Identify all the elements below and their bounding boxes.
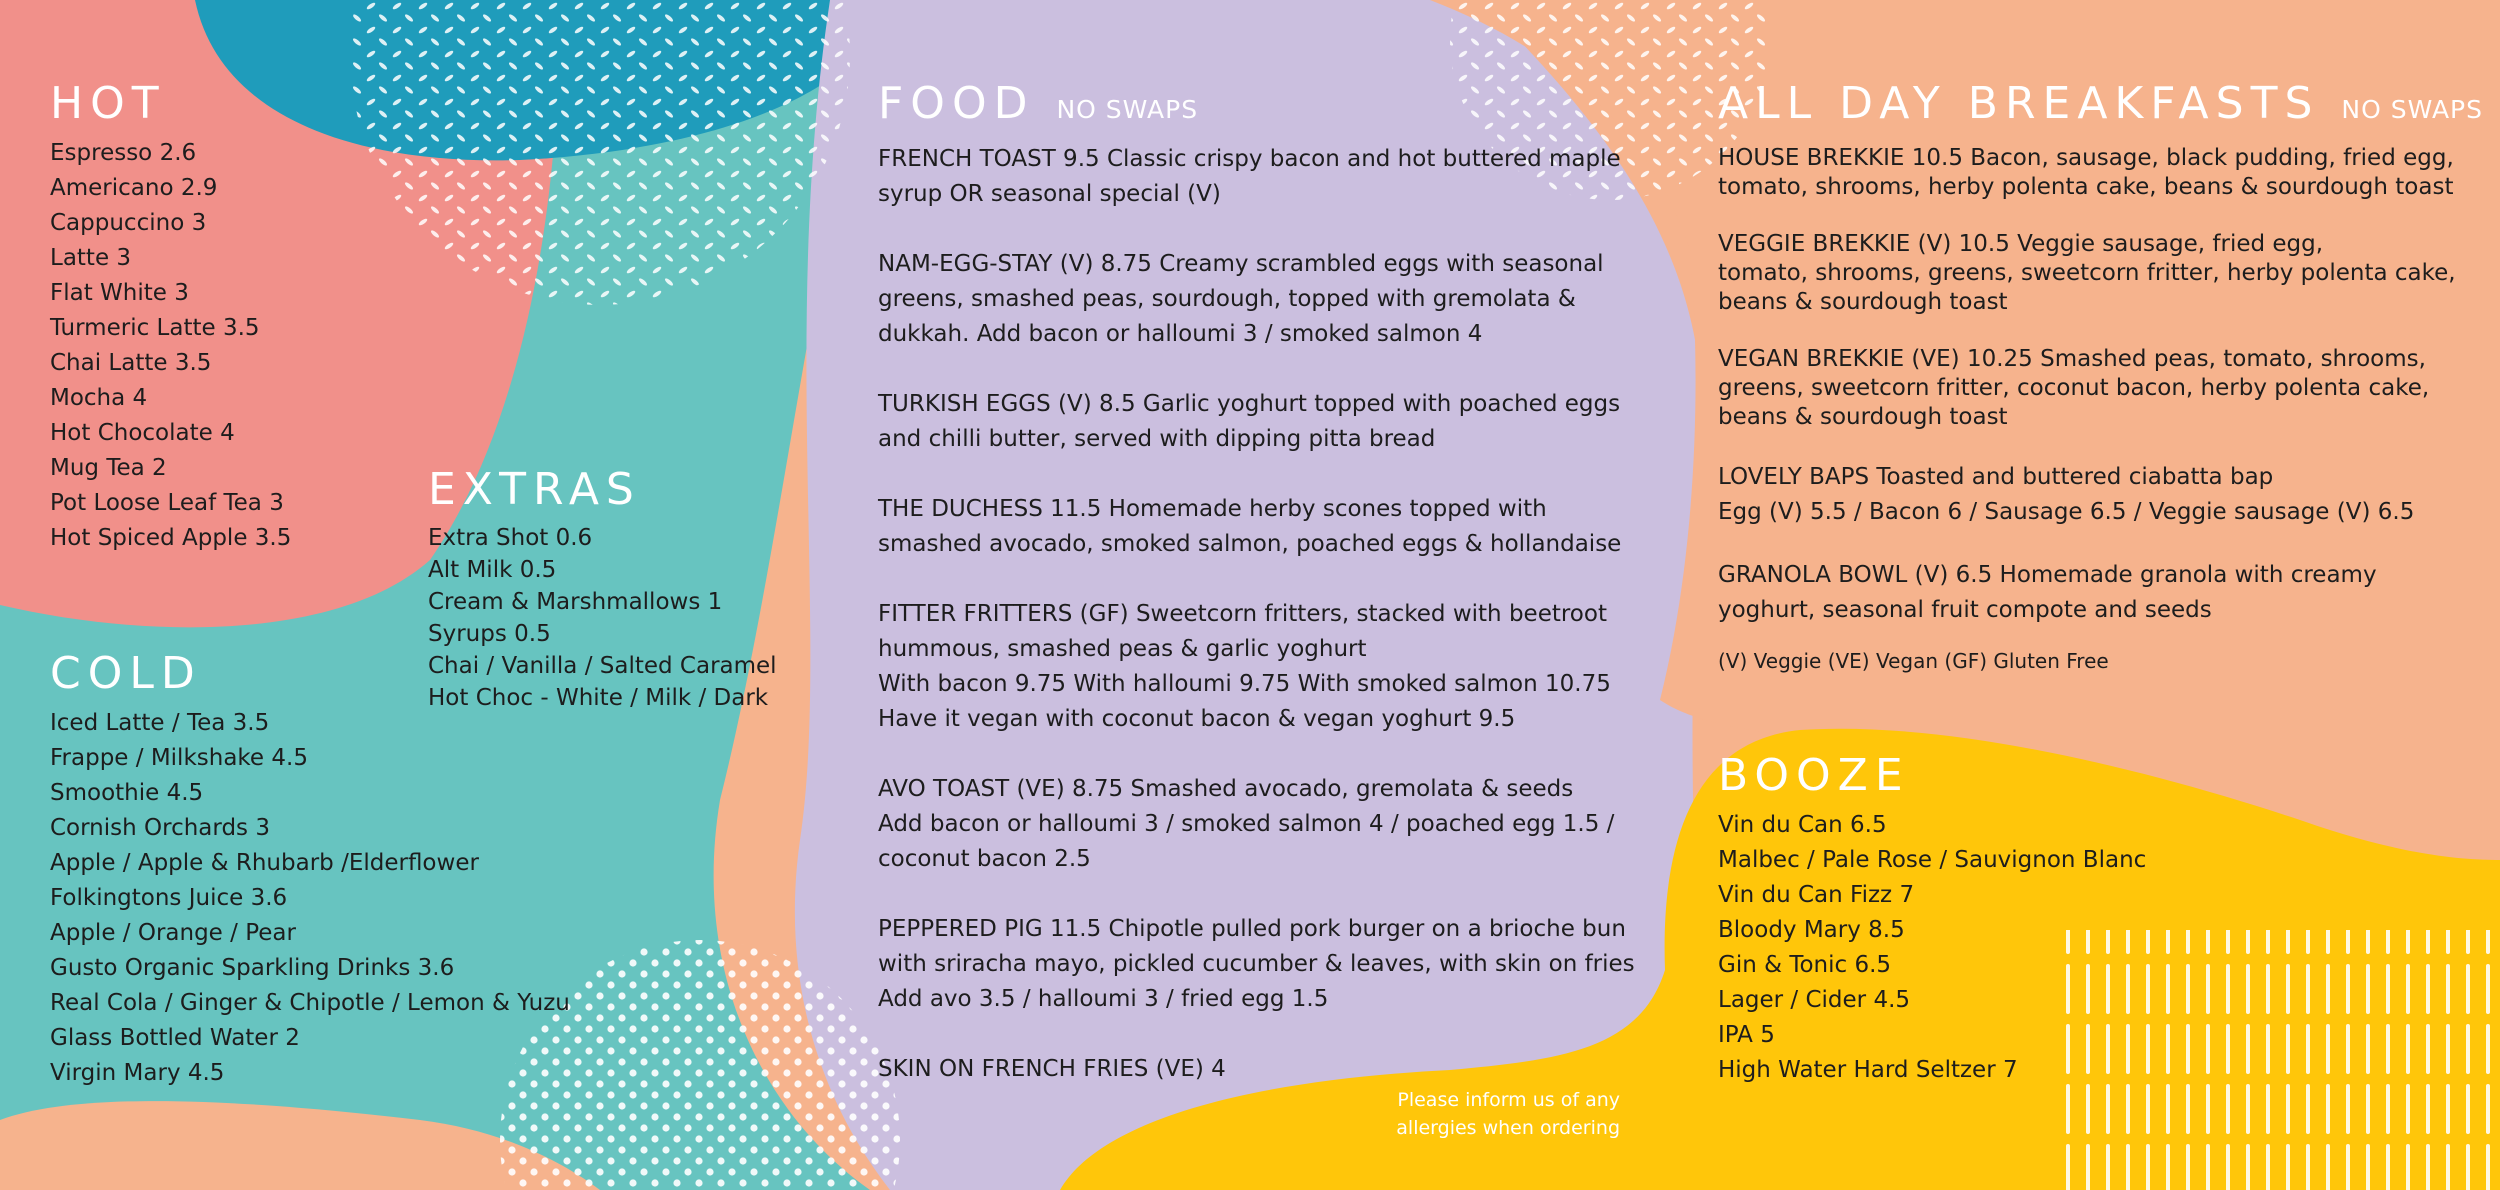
menu-item [878, 247, 1638, 352]
list-item: Bloody Mary 8.5 [1718, 917, 1905, 943]
menu-item-line: greens, smashed peas, sourdough, topped with gremolata & [878, 286, 1576, 312]
menu-item-line: GRANOLA BOWL (V) 6.5 Homemade granola with creamy [1718, 562, 2377, 588]
list-item: Mocha 4 [50, 385, 148, 411]
list-item: Hot Choc - White / Milk / Dark [428, 685, 769, 711]
list-item: High Water Hard Seltzer 7 [1718, 1057, 2018, 1083]
list-item: Lager / Cider 4.5 [1718, 987, 1911, 1013]
menu-item-line: LOVELY BAPS Toasted and buttered ciabatta bap [1718, 464, 2274, 490]
food-list [878, 142, 1638, 1087]
list-item: Mug Tea 2 [50, 455, 167, 481]
menu-item-line: VEGGIE BREKKIE (V) 10.5 Veggie sausage, fried egg, [1718, 231, 2324, 257]
menu-item [1718, 460, 2488, 530]
list-item: Iced Latte / Tea 3.5 [50, 710, 270, 736]
menu-item-line: Add avo 3.5 / halloumi 3 / fried egg 1.5 [878, 986, 1329, 1012]
list-item: Turmeric Latte 3.5 [50, 315, 260, 341]
list-item: Folkingtons Juice 3.6 [50, 885, 288, 911]
breakfast-section [1718, 78, 2488, 676]
menu-item [878, 1052, 1638, 1087]
list-item: Syrups 0.5 [428, 621, 551, 647]
menu-item-line: with sriracha mayo, pickled cucumber & leaves, with skin on fries [878, 951, 1635, 977]
list-item: IPA 5 [1718, 1022, 1775, 1048]
list-item: Gin & Tonic 6.5 [1718, 952, 1892, 978]
menu-item [1718, 144, 2488, 202]
food-title: FOOD [878, 78, 1035, 129]
list-item: Latte 3 [50, 245, 132, 271]
allergy-note [1340, 1086, 1620, 1142]
list-item: Gusto Organic Sparkling Drinks 3.6 [50, 955, 455, 981]
menu-item-line: HOUSE BREKKIE 10.5 Bacon, sausage, black pudding, fried egg, [1718, 145, 2454, 171]
breakfast-heading [1718, 78, 2488, 129]
booze-list [1718, 808, 2146, 1088]
list-item: Hot Spiced Apple 3.5 [50, 525, 292, 551]
food-heading [878, 78, 1638, 129]
menu-item-line: tomato, shrooms, herby polenta cake, beans & sourdough toast [1718, 174, 2454, 200]
menu-item-line: VEGAN BREKKIE (VE) 10.25 Smashed peas, tomato, shrooms, [1718, 346, 2426, 372]
menu-item-line: and chilli butter, served with dipping pitta bread [878, 426, 1436, 452]
list-item: Cappuccino 3 [50, 210, 207, 236]
list-item: Malbec / Pale Rose / Sauvignon Blanc [1718, 847, 2147, 873]
menu-item-line: THE DUCHESS 11.5 Homemade herby scones topped with [878, 496, 1547, 522]
menu-item-line: FITTER FRITTERS (GF) Sweetcorn fritters, stacked with beetroot [878, 601, 1607, 627]
menu-item-line: hummous, smashed peas & garlic yoghurt [878, 636, 1367, 662]
cold-list [50, 706, 570, 1091]
booze-heading: BOOZE [1718, 750, 1910, 801]
list-item: Hot Chocolate 4 [50, 420, 235, 446]
booze-section [1718, 750, 2147, 1088]
breakfast-subtitle: NO SWAPS [2341, 95, 2483, 124]
menu-item-line: Egg (V) 5.5 / Bacon 6 / Sausage 6.5 / Veggie sausage (V) 6.5 [1718, 499, 2415, 525]
list-item: Cornish Orchards 3 [50, 815, 270, 841]
menu-item-line: smashed avocado, smoked salmon, poached eggs & hollandaise [878, 531, 1622, 557]
list-item: Cream & Marshmallows 1 [428, 589, 723, 615]
menu-item-line: coconut bacon 2.5 [878, 846, 1091, 872]
menu-item [878, 387, 1638, 457]
menu-item [1718, 345, 2488, 432]
menu-item-line: dukkah. Add bacon or halloumi 3 / smoked salmon 4 [878, 321, 1483, 347]
menu-item [878, 142, 1638, 212]
menu-item-line: syrup OR seasonal special (V) [878, 181, 1221, 207]
menu-item-line: With bacon 9.75 With halloumi 9.75 With smoked salmon 10.75 [878, 671, 1611, 697]
menu-item [1718, 230, 2488, 317]
menu-item-line: Have it vegan with coconut bacon & vegan yoghurt 9.5 [878, 706, 1516, 732]
list-item: Chai / Vanilla / Salted Caramel [428, 653, 777, 679]
hot-heading: HOT [50, 78, 166, 129]
extras-heading: EXTRAS [428, 464, 641, 515]
menu-item-line: greens, sweetcorn fritter, coconut bacon, herby polenta cake, [1718, 375, 2430, 401]
list-item: Vin du Can 6.5 [1718, 812, 1887, 838]
list-item: Smoothie 4.5 [50, 780, 204, 806]
list-item: Glass Bottled Water 2 [50, 1025, 300, 1051]
menu-item [878, 912, 1638, 1017]
menu-item-line: PEPPERED PIG 11.5 Chipotle pulled pork burger on a brioche bun [878, 916, 1626, 942]
menu-item-line: Add bacon or halloumi 3 / smoked salmon 4 / poached egg 1.5 / [878, 811, 1615, 837]
list-item: Pot Loose Leaf Tea 3 [50, 490, 284, 516]
hot-section [50, 78, 292, 556]
food-section [878, 78, 1638, 1122]
allergy-note-line: allergies when ordering [1396, 1117, 1620, 1139]
list-item: Americano 2.9 [50, 175, 218, 201]
cold-section [50, 648, 570, 1091]
menu-item-line: beans & sourdough toast [1718, 289, 2008, 315]
breakfast-title: ALL DAY BREAKFASTS [1718, 78, 2320, 129]
menu-item [878, 492, 1638, 562]
cold-heading: COLD [50, 648, 202, 699]
hot-list [50, 136, 291, 556]
menu-item-line: beans & sourdough toast [1718, 404, 2008, 430]
list-item: Real Cola / Ginger & Chipotle / Lemon & Yuzu [50, 990, 570, 1016]
menu-item-line: FRENCH TOAST 9.5 Classic crispy bacon and hot buttered maple [878, 146, 1621, 172]
menu-item [1718, 558, 2488, 628]
menu-item [878, 772, 1638, 877]
list-item: Virgin Mary 4.5 [50, 1060, 225, 1086]
menu-item [878, 597, 1638, 737]
menu-item-line: TURKISH EGGS (V) 8.5 Garlic yoghurt topped with poached eggs [878, 391, 1621, 417]
list-item: Espresso 2.6 [50, 140, 197, 166]
list-item: Apple / Apple & Rhubarb /Elderflower [50, 850, 479, 876]
menu-item-line: AVO TOAST (VE) 8.75 Smashed avocado, gremolata & seeds [878, 776, 1574, 802]
menu-item-line: SKIN ON FRENCH FRIES (VE) 4 [878, 1056, 1226, 1082]
list-item: Apple / Orange / Pear [50, 920, 296, 946]
menu-item-line: yoghurt, seasonal fruit compote and seeds [1718, 597, 2212, 623]
list-item: Frappe / Milkshake 4.5 [50, 745, 308, 771]
menu-item-line: NAM-EGG-STAY (V) 8.75 Creamy scrambled eggs with seasonal [878, 251, 1604, 277]
list-item: Alt Milk 0.5 [428, 557, 557, 583]
food-subtitle: NO SWAPS [1056, 95, 1199, 124]
list-item: Flat White 3 [50, 280, 189, 306]
list-item: Chai Latte 3.5 [50, 350, 212, 376]
dietary-legend: (V) Veggie (VE) Vegan (GF) Gluten Free [1718, 649, 2109, 673]
menu-item-line: tomato, shrooms, greens, sweetcorn fritter, herby polenta cake, [1718, 260, 2456, 286]
breakfast-list [1718, 144, 2488, 676]
list-item: Vin du Can Fizz 7 [1718, 882, 1915, 908]
list-item: Extra Shot 0.6 [428, 525, 593, 551]
allergy-note-line: Please inform us of any [1397, 1089, 1620, 1111]
